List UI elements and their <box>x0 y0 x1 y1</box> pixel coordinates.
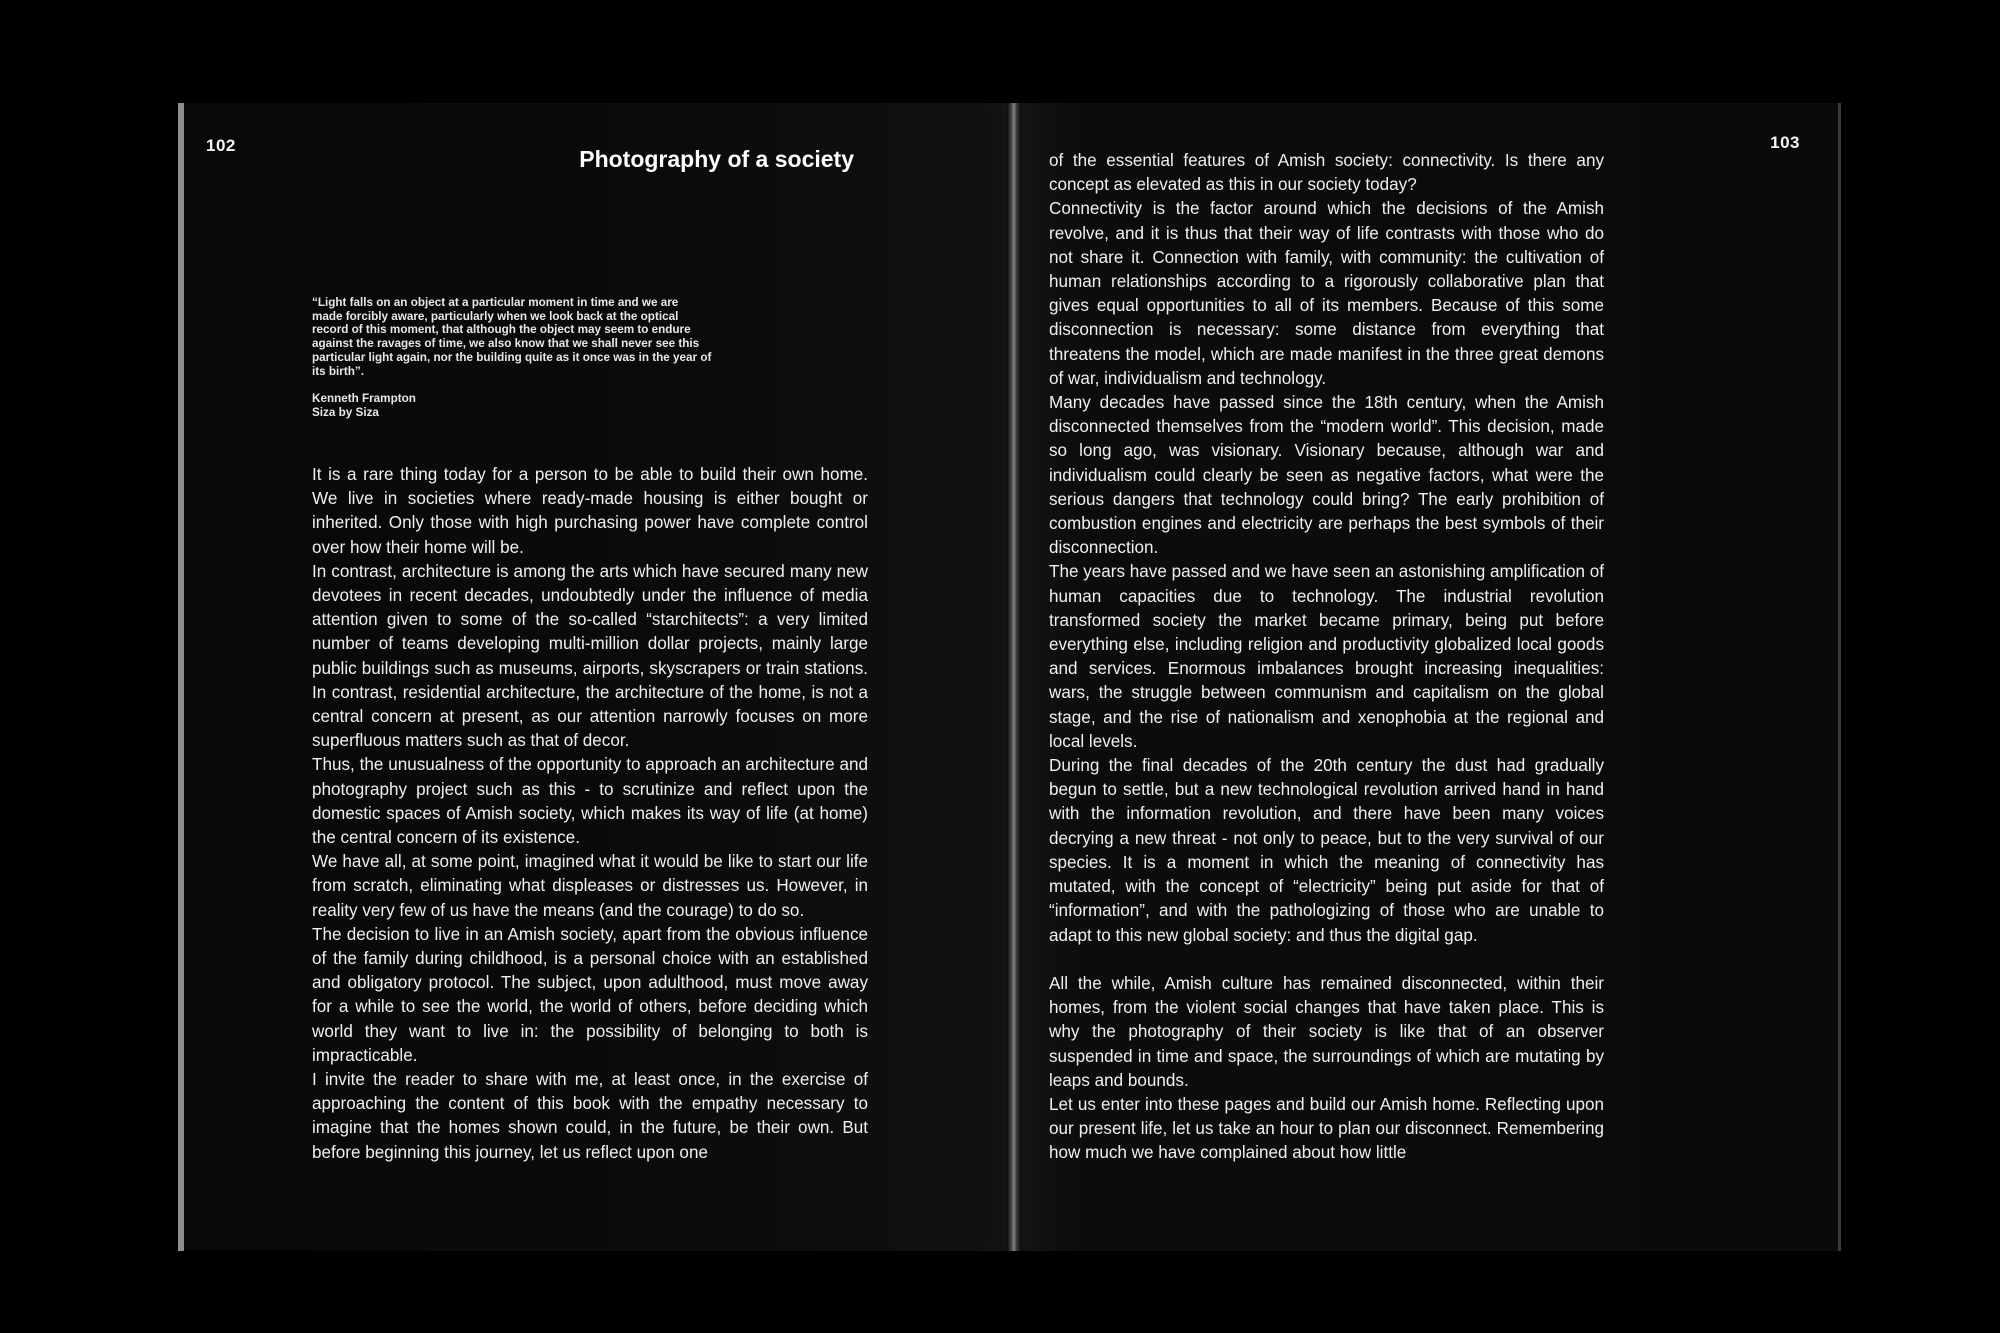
book-gutter <box>1007 103 1021 1251</box>
paragraph: We have all, at some point, imagined what it would be like to start our life from scratch, eliminating what displeases or distresses us. However, in reality very few of us have the means (and the courage) to do so. <box>312 852 868 920</box>
epigraph-author: Kenneth Frampton <box>312 392 416 406</box>
paragraph: During the final decades of the 20th century the dust had gradually begun to settle, but a new technological revolution arrived hand in hand with the information revolution, and there have been many voices decrying a new threat - not only to peace, but to the very survival of our species. It is a moment in which the meaning of connectivity has mutated, with the concept of “electricity” being put aside for that of “information”, and with the pathologizing of those who are unable to adapt to this new global society: and thus the digital gap. <box>1049 756 1604 945</box>
paragraph: of the essential features of Amish society: connectivity. Is there any concept as elevated as this in our society today? <box>1049 151 1604 195</box>
page-number-left: 102 <box>206 136 236 155</box>
paragraph: All the while, Amish culture has remained disconnected, within their homes, from the violent social changes that have taken place. This is why the photography of their society is like that of an observer suspended in time and space, the surroundings of which are mutating by leaps and bounds. <box>1049 973 1604 1090</box>
left-body-text <box>312 463 868 1165</box>
paragraph: Let us enter into these pages and build our Amish home. Reflecting upon our present life, let us take an hour to plan our disconnect. Remembering how much we have complained about how little <box>1049 1094 1604 1163</box>
paragraph: Thus, the unusualness of the opportunity to approach an architecture and photography project such as this - to scrutinize and reflect upon the domestic spaces of Amish society, which makes its way of life (at home) the central concern of its existence. <box>312 755 868 848</box>
epigraph-quote: “Light falls on an object at a particular moment in time and we are made forcibly aware, particularly when we look back at the optical record of this moment, that although the object may seem to endure against the ravages of time, we also know that we shall never see this particular light again, nor the building quite as it once was in the year of its birth”. <box>312 296 712 378</box>
paragraph: It is a rare thing today for a person to be able to build their own home. We live in societies where ready-made housing is either bought or inherited. Only those with high purchasing power have complete control over how their home will be. <box>312 465 868 557</box>
paragraph: The decision to live in an Amish society, apart from the obvious influence of the family during childhood, is a personal choice with an established and obligatory protocol. The subject, upon adulthood, must move away for a while to see the world, the world of others, before deciding which world they want to live in: the possibility of belonging to both is impracticable. <box>312 924 868 1065</box>
paragraph: In contrast, architecture is among the arts which have secured many new devotees in recent decades, undoubtedly under the influence of media attention given to some of the so-called “starchitects”: a very limited number of teams developing multi-million dollar projects, mainly large public buildings such as museums, airports, skyscrapers or train stations. In contrast, residential architecture, the architecture of the home, is not a central concern at present, as our attention narrowly focuses on more superfluous matters such as that of decor. <box>312 561 868 751</box>
right-page <box>1014 103 1841 1251</box>
paragraph: I invite the reader to share with me, at least once, in the exercise of approaching the content of this book with the empathy necessary to imagine that the homes shown could, in the future, be their own. But before beginning this journey, let us reflect upon one <box>312 1070 868 1162</box>
paragraph: The years have passed and we have seen an astonishing amplification of human capacities due to technology. The industrial revolution transformed society the market became primary, being put before everything else, including religion and productivity globalized local goods and services. Enormous imbalances brought increasing inequalities: wars, the struggle between communism and capitalism on the global stage, and the rise of nationalism and xenophobia at the regional and local levels. <box>1049 562 1604 751</box>
paragraph: Many decades have passed since the 18th century, when the Amish disconnected themselves from the “modern world”. This decision, made so long ago, was visionary. Visionary because, although war and individualism could clearly be seen as negative factors, what were the serious dangers that technology could bring? The early prohibition of combustion engines and electricity are perhaps the best symbols of their disconnection. <box>1049 393 1604 558</box>
chapter-title: Photography of a society <box>579 146 854 172</box>
right-body-text <box>1049 149 1604 1166</box>
epigraph <box>312 296 712 420</box>
page-number-right: 103 <box>1770 133 1800 152</box>
left-page <box>178 103 1020 1251</box>
book-spread <box>178 103 1838 1251</box>
epigraph-source: Siza by Siza <box>312 405 379 419</box>
paragraph: Connectivity is the factor around which the decisions of the Amish revolve, and it is thus that their way of life contrasts with those who do not share it. Connection with family, with community: the cultivation of human relationships according to a rigorously collaborative plan that gives equal opportunities to all of its members. Because of this some disconnection is necessary: some distance from everything that threatens the model, which are made manifest in the three great demons of war, individualism and technology. <box>1049 199 1604 388</box>
